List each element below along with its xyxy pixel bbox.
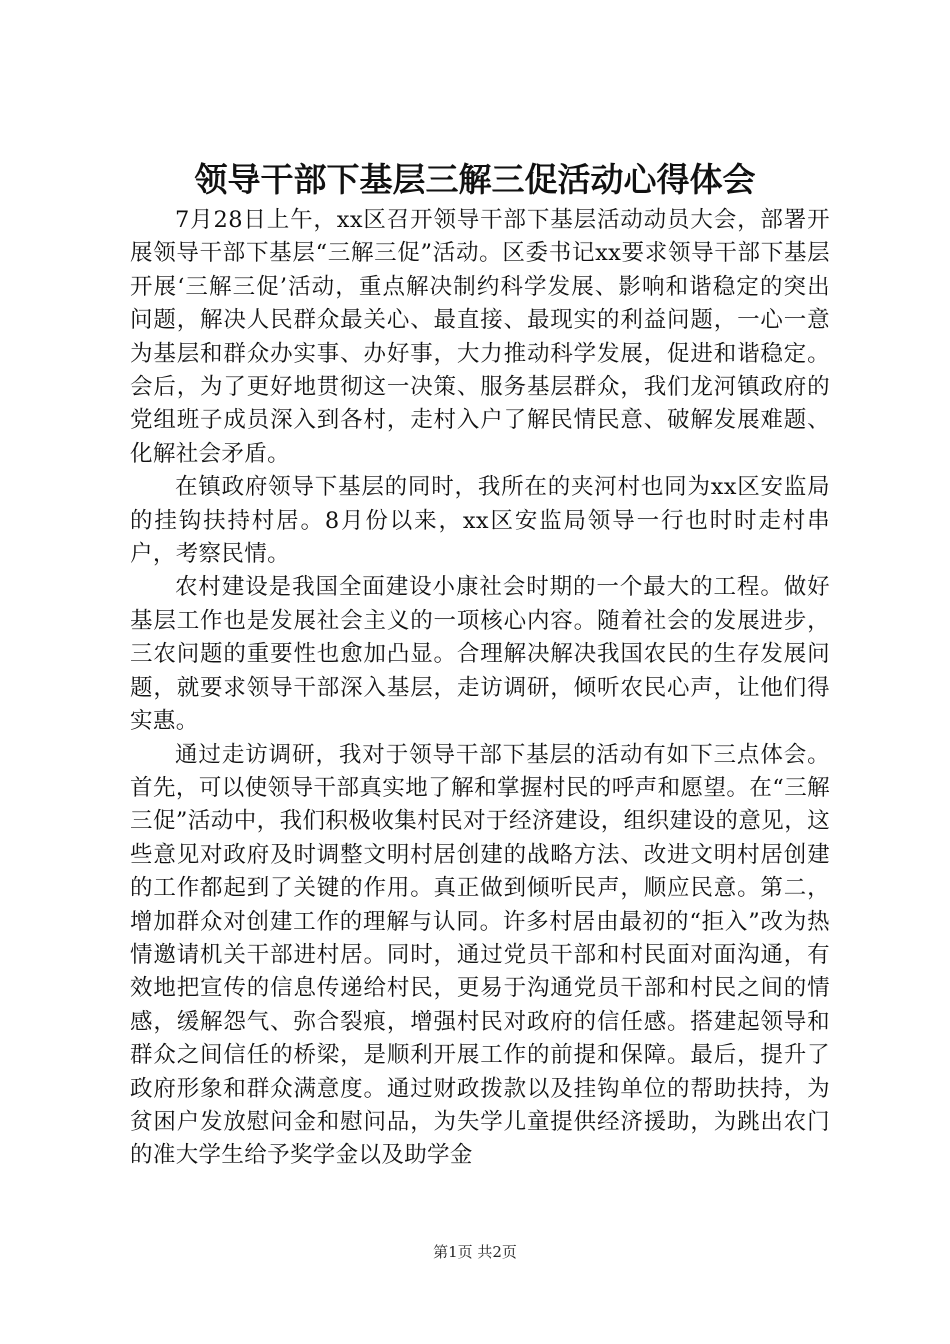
- paragraph-4: 通过走访调研，我对于领导干部下基层的活动有如下三点体会。首先，可以使领导干部真实地了解和掌握村民的呼声和愿望。在“三解三促”活动中，我们积极收集村民对于经济建设，组织建设的意见，这些意见对政府及时调整文明村居创建的战略方法、改进文明村居创建的工作都起到了关键的作用。真正做到倾听民声，顺应民意。第二，增加群众对创建工作的理解与认同。许多村居由最初的“拒入”改为热情邀请机关干部进村居。同时，通过党员干部和村民面对面沟通，有效地把宣传的信息传递给村民，更易于沟通党员干部和村民之间的情感，缓解怨气、弥合裂痕，增强村民对政府的信任感。搭建起领导和群众之间信任的桥梁，是顺利开展工作的前提和保障。最后，提升了政府形象和群众满意度。通过财政拨款以及挂钩单位的帮助扶持，为贫困户发放慰问金和慰问品，为失学儿童提供经济援助，为跳出农门的准大学生给予奖学金以及助学金: [130, 741, 830, 1169]
- paragraph-2: 在镇政府领导下基层的同时，我所在的夹河村也同为xx区安监局的挂钩扶持村居。8月份以来，xx区安监局领导一行也时时走村串户，考察民情。: [130, 474, 830, 568]
- document-title: 领导干部下基层三解三促活动心得体会: [194, 160, 756, 199]
- document-body: [130, 204, 830, 1173]
- paragraph-1: 7月28日上午，xx区召开领导干部下基层活动动员大会，部署开展领导干部下基层“三解三促”活动。区委书记xx要求领导干部下基层开展‘三解三促’活动，重点解决制约科学发展、影响和谐稳定的突出问题，解决人民群众最关心、最直接、最现实的利益问题，一心一意为基层和群众办实事、办好事，大力推动科学发展，促进和谐稳定。会后，为了更好地贯彻这一决策、服务基层群众，我们龙河镇政府的党组班子成员深入到各村，走村入户了解民情民意、破解发展难题、化解社会矛盾。: [130, 207, 830, 467]
- paragraph-3: 农村建设是我国全面建设小康社会时期的一个最大的工程。做好基层工作也是发展社会主义的一项核心内容。随着社会的发展进步，三农问题的重要性也愈加凸显。合理解决解决我国农民的生存发展问题，就要求领导干部深入基层，走访调研，倾听农民心声，让他们得实惠。: [130, 574, 830, 735]
- page-number-footer: 第1页 共2页: [433, 1243, 517, 1261]
